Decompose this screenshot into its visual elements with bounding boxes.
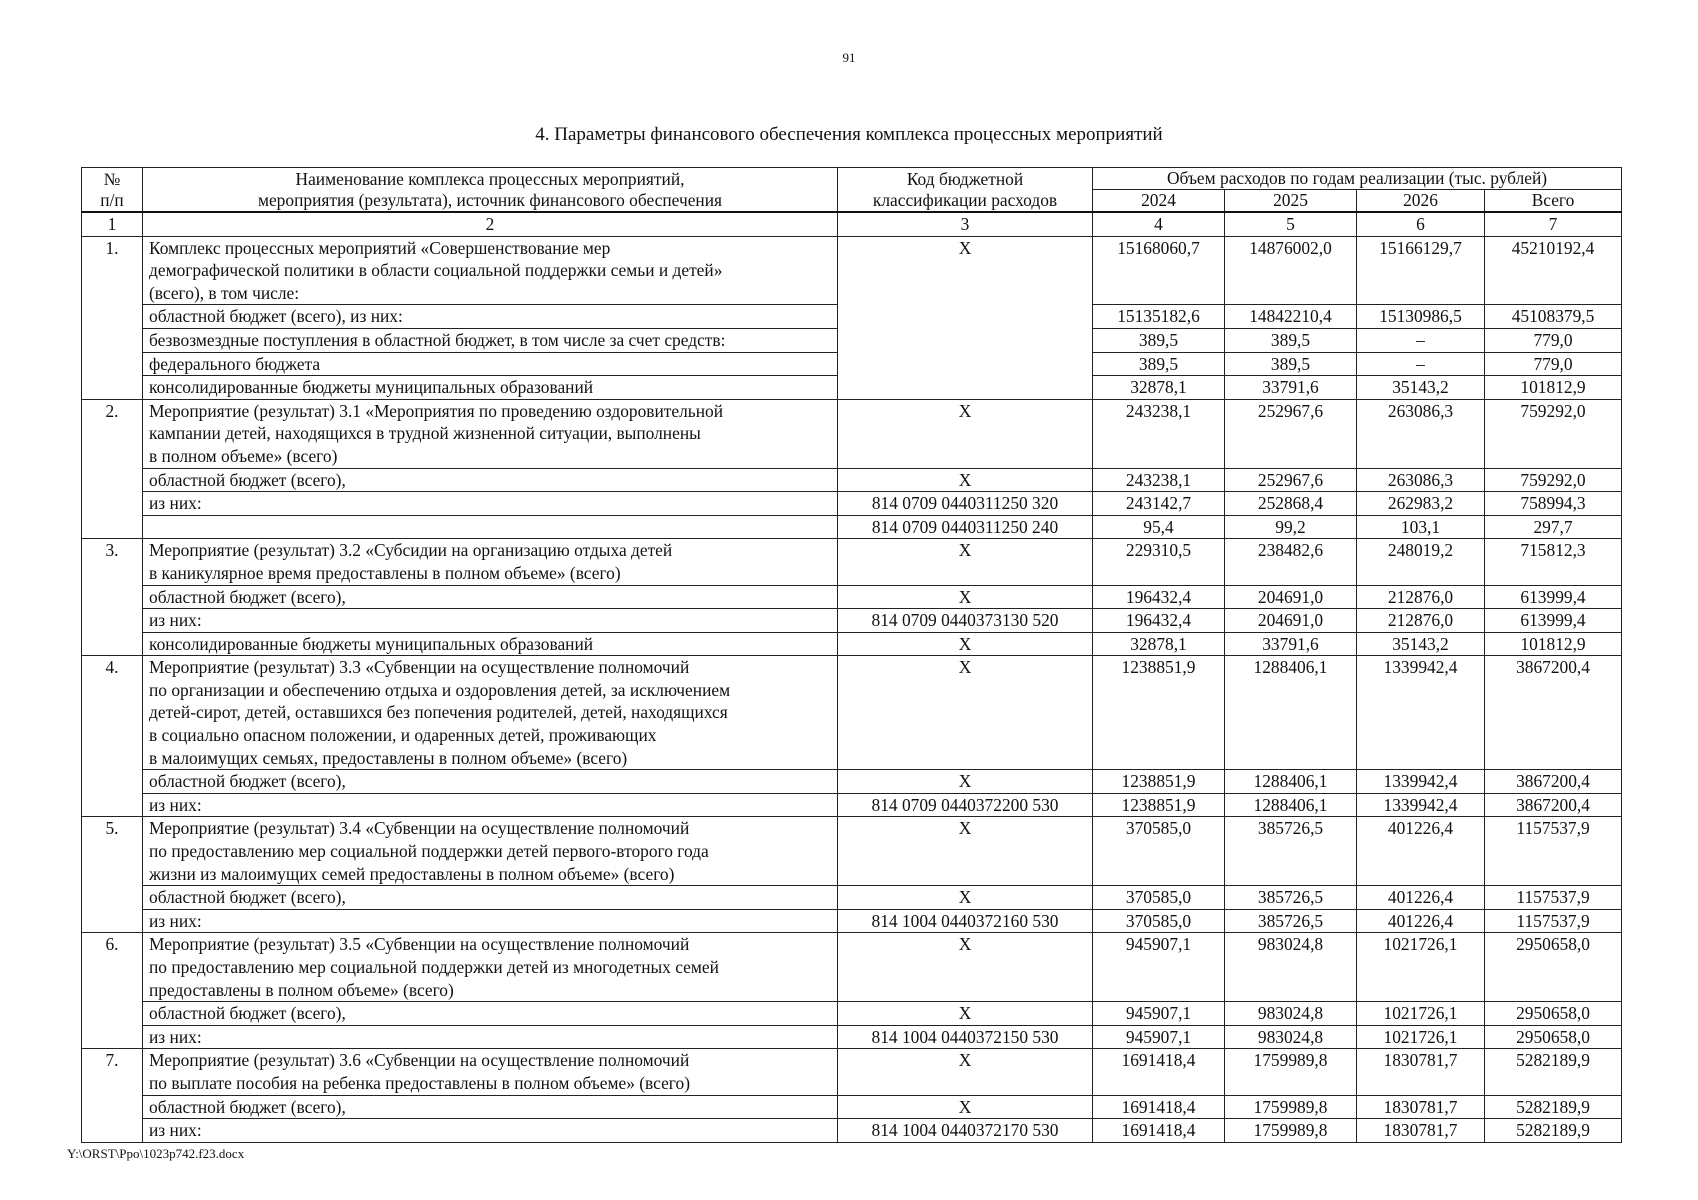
value-year: 1759989,8: [1225, 1095, 1357, 1119]
value-total: 101812,9: [1485, 376, 1622, 400]
table-row: [82, 1119, 1622, 1143]
row-name: [143, 817, 838, 886]
table-row: [82, 886, 1622, 910]
value-year: 385726,5: [1225, 817, 1357, 886]
value-total: 5282189,9: [1485, 1095, 1622, 1119]
value-year: 15135182,6: [1093, 305, 1225, 329]
value-year: 1238851,9: [1093, 656, 1225, 770]
budget-code: 814 0709 0440311250 320: [838, 492, 1093, 516]
value-year: 15166129,7: [1357, 236, 1485, 305]
table-row: [82, 609, 1622, 633]
value-year: 945907,1: [1093, 933, 1225, 1002]
value-total: 779,0: [1485, 328, 1622, 352]
budget-code: X: [838, 886, 1093, 910]
value-year: 196432,4: [1093, 585, 1225, 609]
value-year: 1830781,7: [1357, 1095, 1485, 1119]
table-row: [82, 632, 1622, 656]
value-year: 389,5: [1225, 328, 1357, 352]
value-year: 1759989,8: [1225, 1049, 1357, 1095]
file-path-footer: Y:\ORST\Ppo\1023p742.f23.docx: [67, 1146, 245, 1161]
value-year: 385726,5: [1225, 886, 1357, 910]
row-name: [143, 1095, 838, 1119]
table-row: [82, 399, 1622, 468]
value-total: 3867200,4: [1485, 656, 1622, 770]
value-year: –: [1357, 352, 1485, 376]
table-row: [82, 1049, 1622, 1095]
budget-code: X: [838, 656, 1093, 770]
row-name-line: Мероприятие (результат) 3.3 «Субвенции на осуществление полномочий: [149, 657, 690, 678]
row-name-line: из них:: [149, 1120, 202, 1141]
budget-code: X: [838, 539, 1093, 585]
row-name-line: кампании детей, находящихся в трудной жизненной ситуации, выполнены: [149, 423, 701, 444]
value-total: 5282189,9: [1485, 1119, 1622, 1143]
value-year: 401226,4: [1357, 817, 1485, 886]
row-name-line: детей-сирот, детей, оставшихся без попечения родителей, детей, находящихся: [149, 702, 728, 723]
row-number: 3.: [82, 539, 143, 656]
value-year: 212876,0: [1357, 609, 1485, 633]
value-year: 33791,6: [1225, 376, 1357, 400]
value-year: 212876,0: [1357, 585, 1485, 609]
row-name-line: в каникулярное время предоставлены в полном объеме» (всего): [149, 562, 621, 583]
value-year: 32878,1: [1093, 632, 1225, 656]
table-row: [82, 1002, 1622, 1026]
value-year: 945907,1: [1093, 1002, 1225, 1026]
table-row: [82, 1025, 1622, 1049]
value-year: 1691418,4: [1093, 1119, 1225, 1143]
header-col-code: Код бюджетной классификации расходов: [838, 168, 1093, 213]
value-year: 248019,2: [1357, 539, 1485, 585]
row-name-line: по предоставлению мер социальной поддержки детей из многодетных семей: [149, 957, 719, 977]
budget-code: X: [838, 399, 1093, 468]
value-year: 1238851,9: [1093, 770, 1225, 794]
value-year: 95,4: [1093, 515, 1225, 539]
header-total: Всего: [1485, 190, 1622, 213]
column-numbers-row: [82, 212, 1622, 236]
page-number: 91: [842, 50, 856, 65]
budget-code: X: [838, 1049, 1093, 1095]
column-number: 3: [838, 212, 1093, 236]
row-name-line: Мероприятие (результат) 3.4 «Субвенции на осуществление полномочий: [149, 818, 690, 839]
row-name: [143, 933, 838, 1002]
header-col-name: Наименование комплекса процессных мероприятий, мероприятия (результата), источник финансового обеспечения: [143, 168, 838, 213]
budget-code: X: [838, 770, 1093, 794]
value-year: 1339942,4: [1357, 656, 1485, 770]
value-year: 983024,8: [1225, 1025, 1357, 1049]
row-name-line: областной бюджет (всего),: [149, 771, 346, 792]
row-name-line: по предоставлению мер социальной поддержки детей первого-второго года: [149, 841, 709, 862]
value-total: 2950658,0: [1485, 1025, 1622, 1049]
value-year: 370585,0: [1093, 909, 1225, 933]
value-year: 14842210,4: [1225, 305, 1357, 329]
value-year: 33791,6: [1225, 632, 1357, 656]
row-name: [143, 352, 838, 376]
value-year: 1288406,1: [1225, 770, 1357, 794]
row-name: [143, 468, 838, 492]
budget-code: X: [838, 236, 1093, 399]
value-total: 759292,0: [1485, 468, 1622, 492]
value-year: 1288406,1: [1225, 793, 1357, 817]
row-name-line: безвозмездные поступления в областной бюджет, в том числе за счет средств:: [149, 329, 726, 350]
table-row: [82, 817, 1622, 886]
budget-code: X: [838, 817, 1093, 886]
column-number: 2: [143, 212, 838, 236]
column-number: 4: [1093, 212, 1225, 236]
value-total: 2950658,0: [1485, 1002, 1622, 1026]
value-year: 1759989,8: [1225, 1119, 1357, 1143]
value-total: 1157537,9: [1485, 909, 1622, 933]
row-number: 2.: [82, 399, 143, 539]
value-year: 1288406,1: [1225, 656, 1357, 770]
value-year: 385726,5: [1225, 909, 1357, 933]
row-name-line: из них:: [149, 1026, 202, 1047]
value-year: 945907,1: [1093, 1025, 1225, 1049]
row-name: [143, 515, 838, 539]
row-name-line: Мероприятие (результат) 3.5 «Субвенции на осуществление полномочий: [149, 934, 690, 955]
value-total: 45108379,5: [1485, 305, 1622, 329]
row-name: [143, 539, 838, 585]
budget-code: X: [838, 468, 1093, 492]
row-name: [143, 770, 838, 794]
header-year: 2024: [1093, 190, 1225, 213]
value-total: 613999,4: [1485, 609, 1622, 633]
table-row: [82, 793, 1622, 817]
row-name-line: федерального бюджета: [149, 353, 321, 374]
row-name-line: Мероприятие (результат) 3.6 «Субвенции на осуществление полномочий: [149, 1050, 690, 1071]
budget-code: X: [838, 1002, 1093, 1026]
row-name-line: предоставлены в полном объеме» (всего): [149, 979, 454, 1000]
table-row: [82, 770, 1622, 794]
budget-code: X: [838, 933, 1093, 1002]
value-total: 297,7: [1485, 515, 1622, 539]
table-row: [82, 236, 1622, 305]
value-year: 252868,4: [1225, 492, 1357, 516]
value-year: 389,5: [1093, 328, 1225, 352]
row-name-line: из них:: [149, 794, 202, 815]
row-name-line: по выплате пособия на ребенка предоставлены в полном объеме» (всего): [149, 1072, 690, 1093]
budget-code: 814 1004 0440372150 530: [838, 1025, 1093, 1049]
value-year: 15168060,7: [1093, 236, 1225, 305]
budget-code: 814 1004 0440372170 530: [838, 1119, 1093, 1143]
value-total: 1157537,9: [1485, 886, 1622, 910]
header-year: 2025: [1225, 190, 1357, 213]
header-col-number: № п/п: [82, 168, 143, 213]
value-year: 263086,3: [1357, 468, 1485, 492]
value-total: 3867200,4: [1485, 793, 1622, 817]
column-number: 5: [1225, 212, 1357, 236]
table-row: [82, 656, 1622, 770]
table-row: [82, 1095, 1622, 1119]
value-year: 389,5: [1093, 352, 1225, 376]
row-name-line: областной бюджет (всего),: [149, 1003, 346, 1024]
value-year: 1691418,4: [1093, 1095, 1225, 1119]
document-title: 4. Параметры финансового обеспечения комплекса процессных мероприятий: [535, 124, 1163, 145]
value-year: 1830781,7: [1357, 1049, 1485, 1095]
value-year: 35143,2: [1357, 376, 1485, 400]
row-name-line: в социально опасном положении, и одаренных детей, проживающих: [149, 725, 657, 746]
row-name-line: в полном объеме» (всего): [149, 445, 338, 466]
value-total: 1157537,9: [1485, 817, 1622, 886]
row-name-line: Мероприятие (результат) 3.2 «Субсидии на организацию отдыха детей: [149, 540, 673, 561]
value-total: 779,0: [1485, 352, 1622, 376]
table-row: [82, 539, 1622, 585]
row-name: [143, 609, 838, 633]
value-year: 35143,2: [1357, 632, 1485, 656]
row-name-line: из них:: [149, 610, 202, 631]
row-name: [143, 1119, 838, 1143]
value-total: 613999,4: [1485, 585, 1622, 609]
budget-code: 814 0709 0440372200 530: [838, 793, 1093, 817]
value-year: 983024,8: [1225, 1002, 1357, 1026]
row-name-line: жизни из малоимущих семей предоставлены в полном объеме» (всего): [149, 863, 675, 884]
value-year: 370585,0: [1093, 817, 1225, 886]
row-number: 7.: [82, 1049, 143, 1142]
value-year: 1021726,1: [1357, 933, 1485, 1002]
row-name-line: консолидированные бюджеты муниципальных образований: [149, 377, 594, 398]
row-name-line: консолидированные бюджеты муниципальных образований: [149, 633, 594, 654]
table-row: [82, 909, 1622, 933]
value-year: 1830781,7: [1357, 1119, 1485, 1143]
value-year: 389,5: [1225, 352, 1357, 376]
value-year: 238482,6: [1225, 539, 1357, 585]
value-year: 1339942,4: [1357, 770, 1485, 794]
row-name-line: областной бюджет (всего),: [149, 887, 346, 908]
value-year: 243142,7: [1093, 492, 1225, 516]
value-total: 3867200,4: [1485, 770, 1622, 794]
value-year: 262983,2: [1357, 492, 1485, 516]
row-name: [143, 1025, 838, 1049]
value-year: 1339942,4: [1357, 793, 1485, 817]
value-year: 32878,1: [1093, 376, 1225, 400]
row-name-line: по организации и обеспечению отдыха и оздоровления детей, за исключением: [149, 679, 731, 700]
row-number: 6.: [82, 933, 143, 1049]
row-name-line: (всего), в том числе:: [149, 282, 300, 303]
row-name-line: областной бюджет (всего), из них:: [149, 306, 403, 327]
value-year: 196432,4: [1093, 609, 1225, 633]
value-year: 1691418,4: [1093, 1049, 1225, 1095]
row-name: [143, 585, 838, 609]
row-name: [143, 376, 838, 400]
value-year: 370585,0: [1093, 886, 1225, 910]
value-year: 14876002,0: [1225, 236, 1357, 305]
row-name: [143, 236, 838, 305]
value-year: 103,1: [1357, 515, 1485, 539]
row-name-line: областной бюджет (всего),: [149, 586, 346, 607]
value-year: 243238,1: [1093, 399, 1225, 468]
value-year: 1021726,1: [1357, 1025, 1485, 1049]
row-name: [143, 328, 838, 352]
row-name: [143, 399, 838, 468]
value-year: 983024,8: [1225, 933, 1357, 1002]
header-col-volume: Объем расходов по годам реализации (тыс. рублей): [1093, 168, 1622, 190]
row-name: [143, 656, 838, 770]
value-year: 15130986,5: [1357, 305, 1485, 329]
row-name: [143, 1049, 838, 1095]
value-year: 401226,4: [1357, 886, 1485, 910]
row-name-line: из них:: [149, 910, 202, 931]
row-name: [143, 793, 838, 817]
value-total: 5282189,9: [1485, 1049, 1622, 1095]
value-year: –: [1357, 328, 1485, 352]
header-year: 2026: [1357, 190, 1485, 213]
row-name-line: областной бюджет (всего),: [149, 1096, 346, 1117]
row-name: [143, 632, 838, 656]
value-year: 229310,5: [1093, 539, 1225, 585]
value-year: 1021726,1: [1357, 1002, 1485, 1026]
row-name-line: из них:: [149, 493, 202, 514]
column-number: 6: [1357, 212, 1485, 236]
table-row: [82, 492, 1622, 516]
budget-code: X: [838, 585, 1093, 609]
budget-code: 814 0709 0440311250 240: [838, 515, 1093, 539]
budget-code: X: [838, 632, 1093, 656]
column-number: 7: [1485, 212, 1622, 236]
row-name: [143, 305, 838, 329]
value-total: 45210192,4: [1485, 236, 1622, 305]
value-total: 2950658,0: [1485, 933, 1622, 1002]
value-year: 243238,1: [1093, 468, 1225, 492]
value-year: 252967,6: [1225, 399, 1357, 468]
row-number: 4.: [82, 656, 143, 817]
row-name: [143, 1002, 838, 1026]
row-name-line: Комплекс процессных мероприятий «Совершенствование мер: [149, 237, 611, 258]
table-row: [82, 585, 1622, 609]
table-row: [82, 515, 1622, 539]
row-number: 1.: [82, 236, 143, 399]
value-year: 204691,0: [1225, 609, 1357, 633]
table-row: [82, 468, 1622, 492]
value-year: 263086,3: [1357, 399, 1485, 468]
value-total: 101812,9: [1485, 632, 1622, 656]
value-year: 401226,4: [1357, 909, 1485, 933]
header-row: [82, 168, 1622, 190]
row-name-line: демографической политики в области социальной поддержки семьи и детей»: [149, 260, 723, 281]
financing-table: [81, 167, 1622, 1143]
row-name-line: областной бюджет (всего),: [149, 469, 346, 490]
row-number: 5.: [82, 817, 143, 933]
value-year: 1238851,9: [1093, 793, 1225, 817]
value-year: 99,2: [1225, 515, 1357, 539]
value-year: 252967,6: [1225, 468, 1357, 492]
table-row: [82, 933, 1622, 1002]
table-body: [82, 236, 1622, 1142]
value-total: 759292,0: [1485, 399, 1622, 468]
value-total: 715812,3: [1485, 539, 1622, 585]
row-name-line: в малоимущих семьях, предоставлены в полном объеме» (всего): [149, 747, 628, 768]
value-total: 758994,3: [1485, 492, 1622, 516]
row-name-line: Мероприятие (результат) 3.1 «Мероприятия по проведению оздоровительной: [149, 400, 724, 421]
value-year: 204691,0: [1225, 585, 1357, 609]
column-number: 1: [82, 212, 143, 236]
row-name: [143, 492, 838, 516]
row-name: [143, 886, 838, 910]
budget-code: X: [838, 1095, 1093, 1119]
budget-code: 814 0709 0440373130 520: [838, 609, 1093, 633]
budget-code: 814 1004 0440372160 530: [838, 909, 1093, 933]
row-name: [143, 909, 838, 933]
